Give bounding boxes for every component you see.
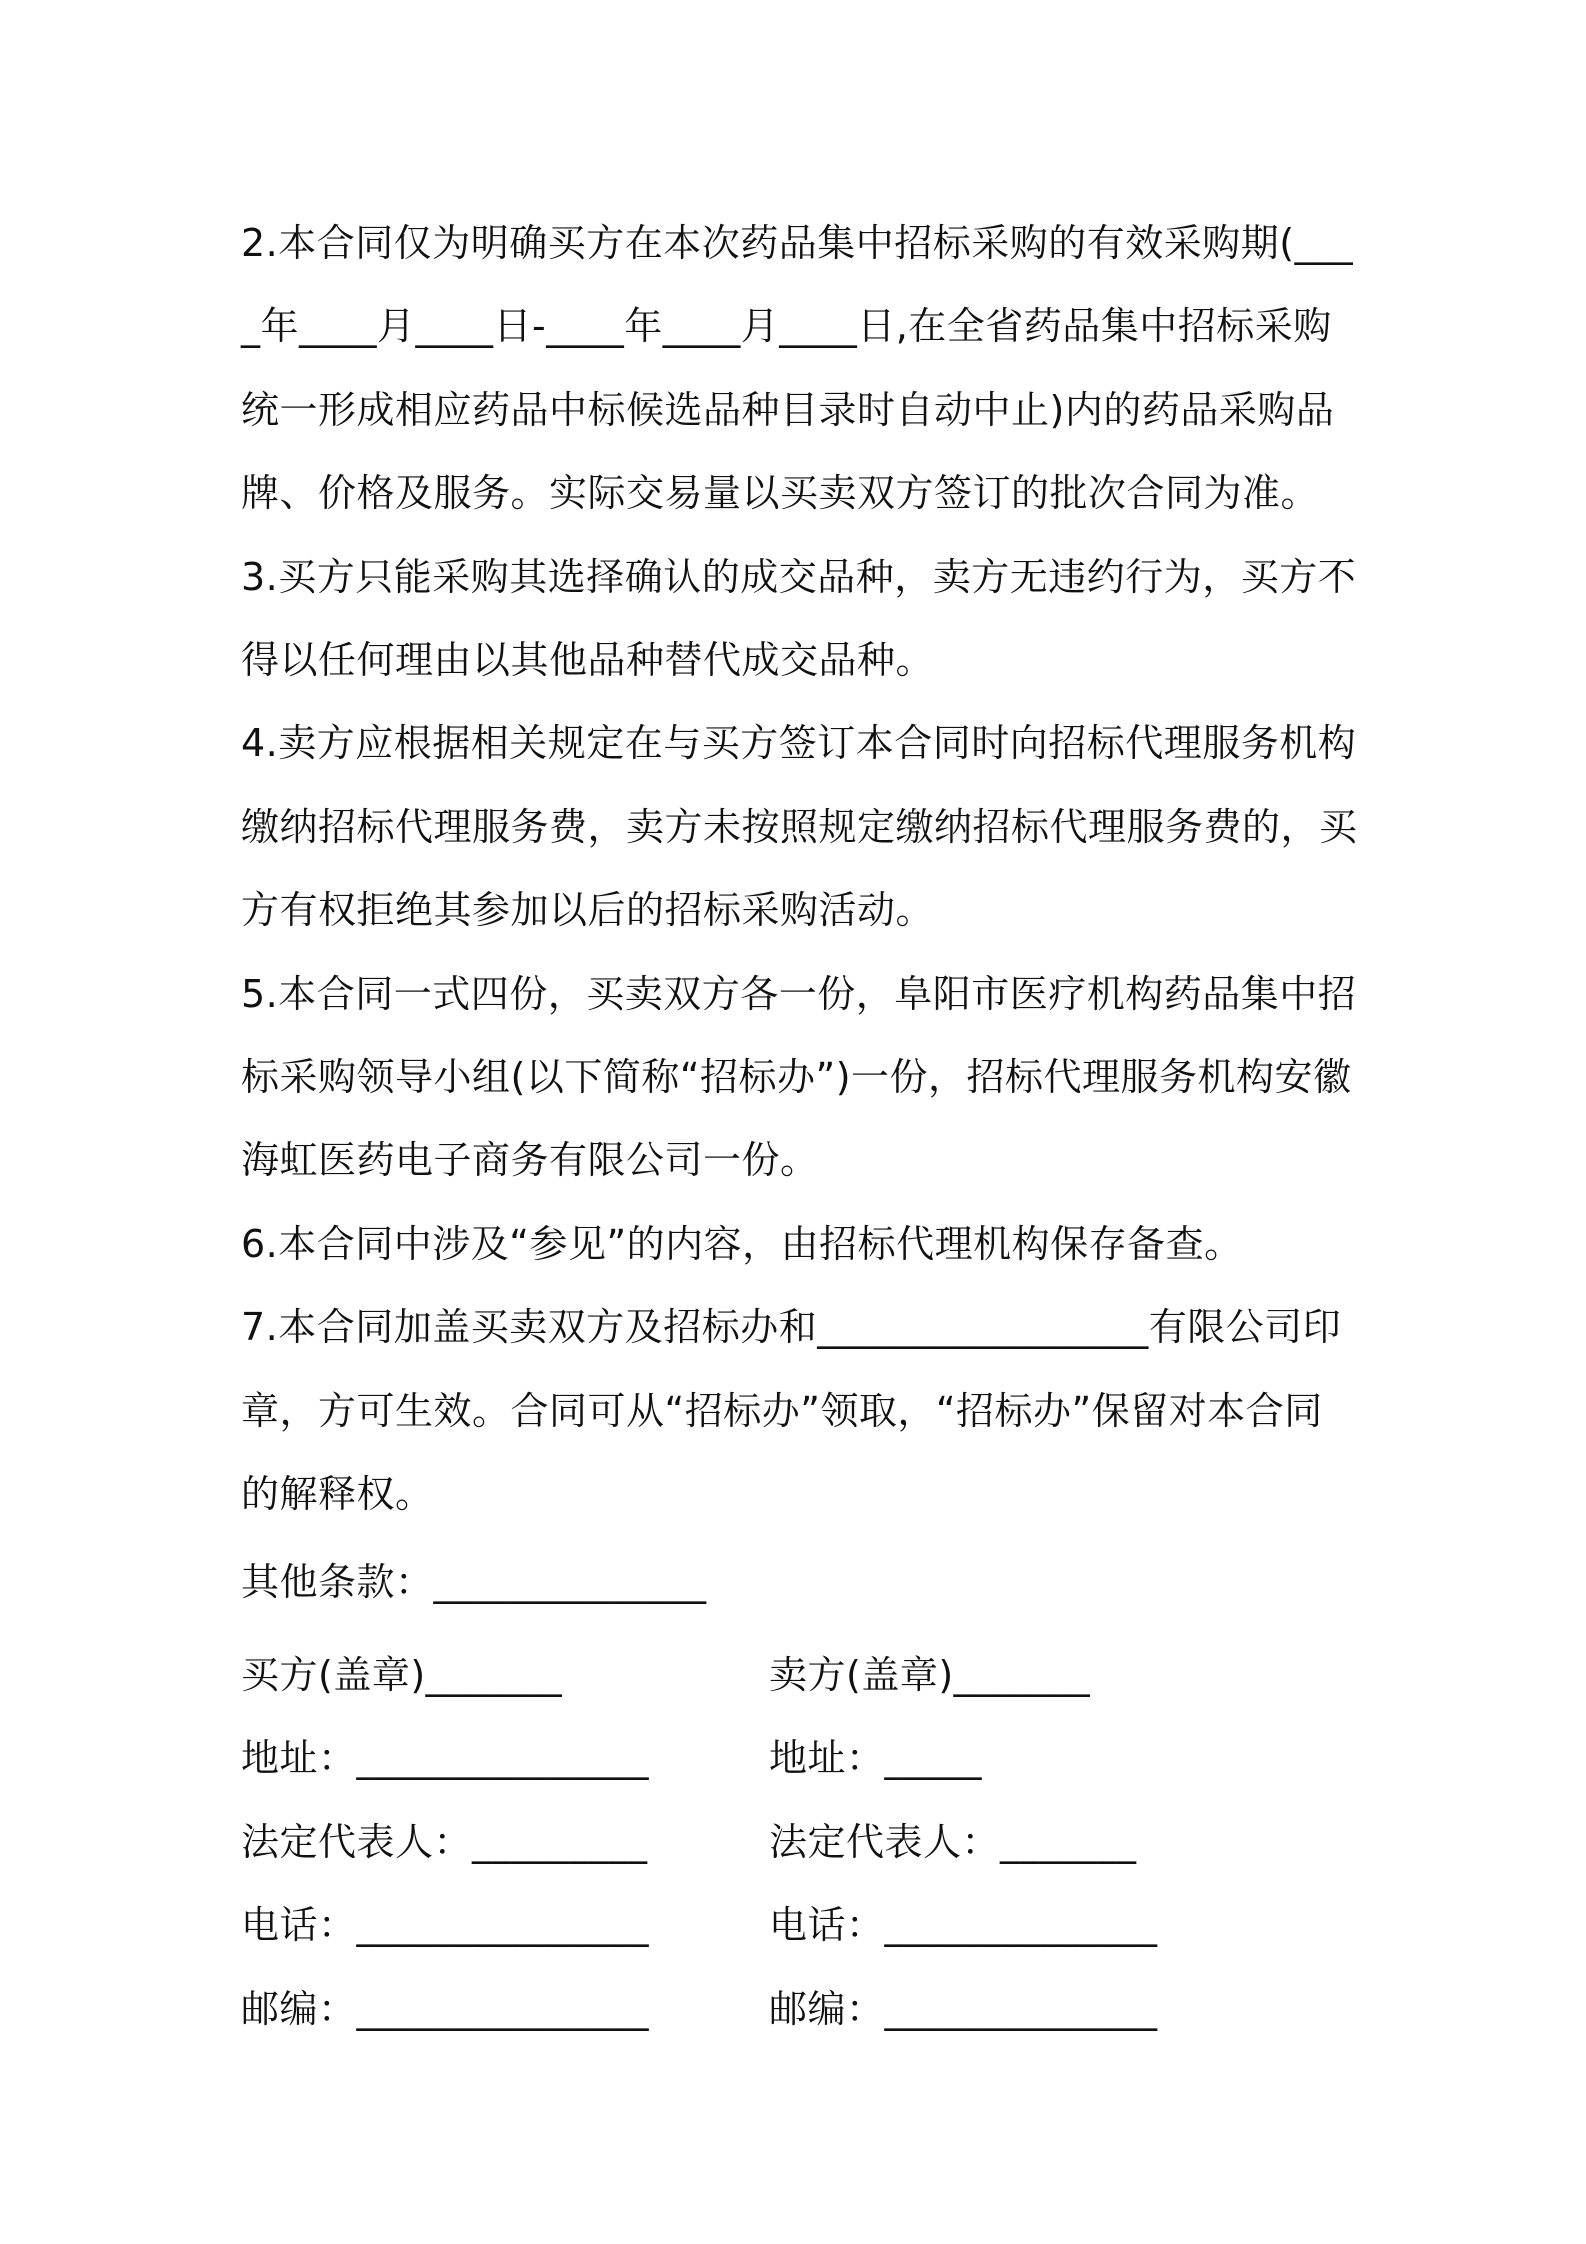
seller-seal: 卖方(盖章)_______	[769, 1653, 1091, 1698]
postcode-row	[241, 1963, 1361, 2046]
contract-body	[241, 202, 1361, 2047]
seller-address: 地址：_____	[769, 1736, 983, 1781]
seller-postcode: 邮编：______________	[769, 1986, 1158, 2031]
other-terms-label: 其他条款：______________	[241, 1559, 707, 1604]
clause-5: 5.本合同一式四份，买卖双方各一份，阜阳市医疗机构药品集中招标采购领导小组(以下简称“招标办”)一份，招标代理服务机构安徽海虹医药电子商务有限公司一份。	[241, 971, 1357, 1183]
seller-legal-rep: 法定代表人：_______	[769, 1819, 1137, 1864]
buyer-address: 地址：_______________	[241, 1736, 650, 1781]
legal-rep-row	[241, 1797, 1361, 1880]
buyer-phone: 电话：_______________	[241, 1903, 650, 1948]
clause-4: 4.卖方应根据相关规定在与买方签订本合同时向招标代理服务机构缴纳招标代理服务费，卖方未按照规定缴纳招标代理服务费的，买方有权拒绝其参加以后的招标采购活动。	[241, 721, 1358, 933]
seal-row	[241, 1630, 1361, 1713]
buyer-postcode: 邮编：_______________	[241, 1986, 650, 2031]
seller-phone: 电话：______________	[769, 1903, 1158, 1948]
clause-3: 3.买方只能采购其选择确认的成交品种，卖方无违约行为，买方不得以任何理由以其他品种替代成交品种。	[241, 554, 1357, 683]
clause-2: 2.本合同仅为明确买方在本次药品集中招标采购的有效采购期(____年____月____日-____年____月____日,在全省药品集中招标采购统一形成相应药品中标候选品种目录时自动中止)内的药品采购品牌、价格及服务。实际交易量以买卖双方签订的批次合同为准。	[241, 221, 1354, 516]
address-row	[241, 1713, 1361, 1796]
other-terms-line	[241, 1537, 1361, 1620]
phone-row	[241, 1880, 1361, 1963]
clause-6: 6.本合同中涉及“参见”的内容，由招标代理机构保存备查。	[241, 1221, 1243, 1266]
signature-block	[241, 1630, 1361, 2047]
buyer-legal-rep: 法定代表人：_________	[241, 1819, 648, 1864]
buyer-seal: 买方(盖章)_______	[241, 1653, 563, 1698]
clause-7: 7.本合同加盖买卖双方及招标办和_________________有限公司印章，方可生效。合同可从“招标办”领取，“招标办”保留对本合同的解释权。	[241, 1305, 1342, 1517]
